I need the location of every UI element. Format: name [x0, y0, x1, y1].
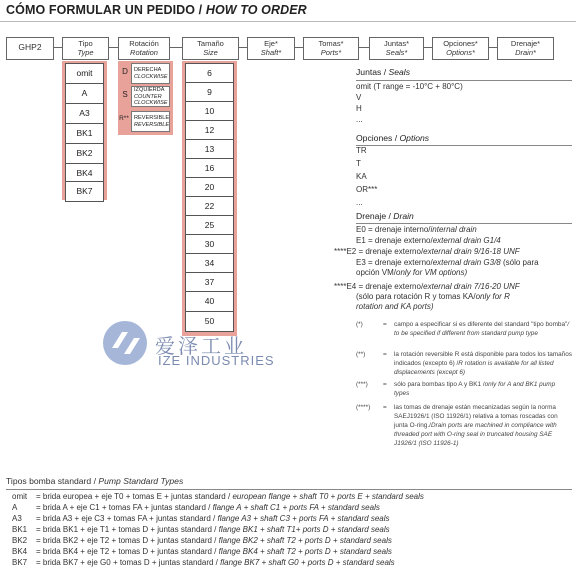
- rotation-option: [118, 62, 173, 86]
- drain-option-e0: E0 = drenaje interno/internal drain: [356, 225, 477, 234]
- rotation-option: [118, 85, 173, 109]
- pump-type-row: A = brida A + eje C1 + tomas FA + juntas standard / flange A + shaft C1 + ports FA + standard seals: [12, 503, 380, 512]
- pump-type-row: BK4 = brida BK4 + eje T2 + tomas D + juntas standard / flange BK4 + shaft T2 + ports D + standard seals: [12, 547, 392, 556]
- option-item: ...: [356, 198, 363, 207]
- section-divider: [356, 80, 572, 81]
- drain-section-title: Drenaje / Drain: [356, 211, 414, 221]
- note-eq: =: [383, 381, 387, 388]
- seals-section-title: Juntas / Seals: [356, 67, 410, 77]
- size-option: 22: [185, 196, 234, 217]
- rotation-desc: DERECHA CLOCKWISE: [131, 63, 170, 84]
- pump-type-row: A3 = brida A3 + eje C3 + tomas FA + juntas standard / flange A3 + shaft C3 + ports FA + standard seals: [12, 514, 390, 523]
- type-option: BK2: [65, 143, 104, 164]
- type-column: [62, 61, 107, 200]
- size-option: 37: [185, 272, 234, 293]
- option-item: KA: [356, 172, 367, 181]
- note-key: (***): [356, 381, 368, 388]
- drain-option-e1: E1 = drenaje externo/external drain G1/4: [356, 236, 501, 245]
- size-option: 40: [185, 291, 234, 312]
- header-drain: Drenaje* Drain*: [497, 37, 554, 60]
- header-model: GHP2: [6, 37, 54, 60]
- logo-icon: [100, 318, 150, 368]
- size-option: 12: [185, 120, 234, 141]
- note-key: (*): [356, 321, 363, 328]
- option-item: T: [356, 159, 361, 168]
- pump-type-row: omit = brida europea + eje T0 + tomas E + juntas standard / european flange + shaft T0 + ports E + standard seals: [12, 492, 424, 501]
- header-rotation: Rotación Rotation: [118, 37, 170, 60]
- page-title: CÓMO FORMULAR UN PEDIDO / HOW TO ORDER: [6, 3, 307, 17]
- type-option: A: [65, 83, 104, 104]
- size-option: 10: [185, 101, 234, 122]
- rotation-key: S: [122, 90, 128, 99]
- size-option: 9: [185, 82, 234, 103]
- rotation-desc: REVERSIBLE REVERSIBLE: [131, 111, 170, 132]
- type-option: A3: [65, 103, 104, 124]
- type-option: BK7: [65, 181, 104, 202]
- section-divider: [6, 489, 572, 490]
- note-key: (****): [356, 404, 371, 411]
- seal-option: omit (T range = -10°C + 80°C): [356, 82, 463, 91]
- note-text: las tomas de drenaje están mecanizadas según la norma SAEJ1926/1 (ISO 11926/1) relativa a tomas roscadas con junta O-ring./Drain ports are machined in compliance with threaded port with O-ring seal in truncated housing SAE J1926/1 (ISO 11926-1): [394, 404, 558, 447]
- seal-option: H: [356, 104, 362, 113]
- rotation-key: R**: [119, 115, 129, 122]
- type-option: BK1: [65, 123, 104, 144]
- header-size: Tamaño Size: [182, 37, 239, 60]
- note-text: sólo para bombas tipo A y BK1 /only for A and BK1 pump types: [394, 381, 556, 397]
- drain-option-e3: E3 = drenaje externo/external drain G3/8 (sólo para opción VM/only for VM options): [356, 258, 539, 277]
- watermark-en: IZE INDUSTRIES: [158, 353, 275, 368]
- pump-type-row: BK2 = brida BK2 + eje T2 + tomas D + juntas standard / flange BK2 + shaft T2 + ports D + standard seals: [12, 536, 392, 545]
- pump-types-title: Tipos bomba standard / Pump Standard Types: [6, 476, 184, 486]
- section-divider: [356, 223, 572, 224]
- rotation-option: [118, 110, 173, 134]
- size-option: 50: [185, 311, 234, 332]
- note-key: (**): [356, 351, 366, 358]
- type-option: BK4: [65, 163, 104, 184]
- seal-option: ...: [356, 115, 363, 124]
- header-type: Tipo Type: [62, 37, 109, 60]
- title-divider: [0, 21, 576, 22]
- watermark-cn: 爱泽工业: [155, 334, 247, 358]
- size-option: 30: [185, 234, 234, 255]
- header-options: Opciones* Options*: [432, 37, 489, 60]
- size-option: 13: [185, 139, 234, 160]
- note-text: campo a especificar si es diferente del standard "tipo bomba"/ to be specified if different from standard pump type: [394, 321, 570, 337]
- size-option: 34: [185, 253, 234, 274]
- size-column: [182, 61, 237, 336]
- seal-option: V: [356, 93, 362, 102]
- option-item: TR: [356, 146, 367, 155]
- size-option: 25: [185, 215, 234, 236]
- pump-type-row: BK1 = brida BK1 + eje T1 + tomas D + juntas standard / flange BK1 + shaft T1+ ports D + standard seals: [12, 525, 390, 534]
- note-eq: =: [383, 404, 387, 411]
- rotation-key: D: [122, 67, 128, 76]
- section-divider: [356, 145, 572, 146]
- note-eq: =: [383, 321, 387, 328]
- rotation-desc: IZQUIERDA COUNTER CLOCKWISE: [131, 86, 170, 107]
- header-shaft: Eje* Shaft*: [247, 37, 295, 60]
- size-option: 20: [185, 177, 234, 198]
- options-section-title: Opciones / Options: [356, 133, 430, 143]
- drain-option-e2: ****E2 = drenaje externo/external drain 9/16-18 UNF: [334, 247, 520, 256]
- note-eq: =: [383, 351, 387, 358]
- drain-option-e4: ****E4 = drenaje externo/external drain 7/16-20 UNF (sólo para rotación R y tomas KA/only for R rotation and KA ports): [334, 282, 520, 311]
- size-option: 16: [185, 158, 234, 179]
- option-item: OR***: [356, 185, 378, 194]
- note-text: la rotación reversible R está disponible para todos los tamaños indicados (excepto 6) /R rotation is available for all listed displacements (except 6): [394, 351, 572, 376]
- type-option: omit: [65, 63, 104, 84]
- header-seals: Juntas* Seals*: [369, 37, 424, 60]
- header-ports: Tomas* Ports*: [303, 37, 359, 60]
- size-option: 6: [185, 63, 234, 84]
- pump-type-row: BK7 = brida BK7 + eje G0 + tomas D + juntas standard / flange BK7 + shaft G0 + ports D + standard seals: [12, 558, 395, 567]
- connector: [168, 47, 182, 48]
- rotation-column: [118, 61, 173, 135]
